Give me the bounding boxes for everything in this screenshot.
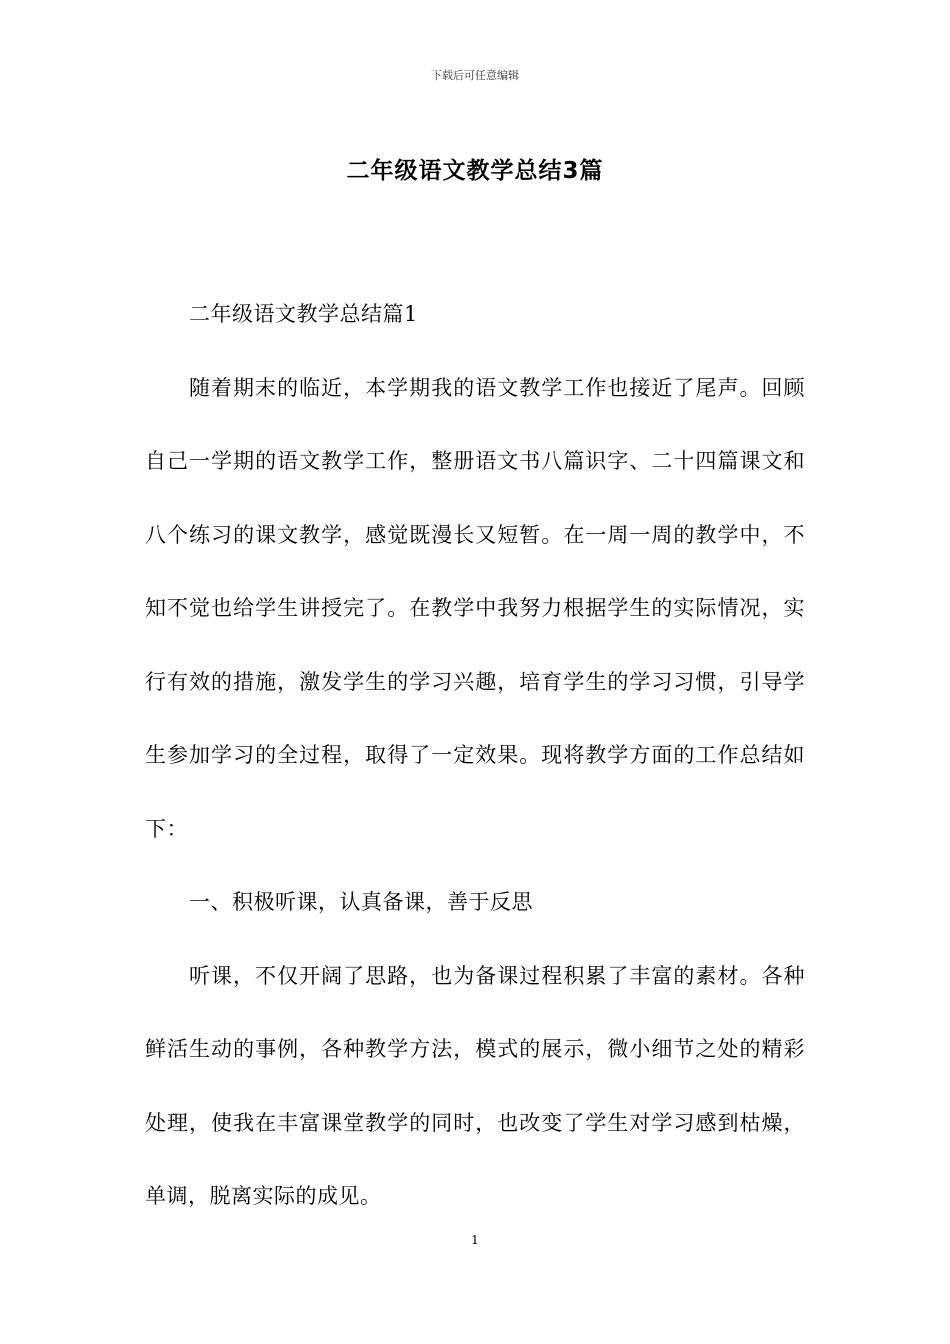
document-title: 二年级语文教学总结3篇 xyxy=(346,158,604,184)
body-paragraph: 随着期末的临近，本学期我的语文教学工作也接近了尾声。回顾自己一学期的语文教学工作，整册语文书八篇识字、二十四篇课文和八个练习的课文教学，感觉既漫长又短暂。在一周一周的教学中，不知不觉也给学生讲授完了。在教学中我努力根据学生的实际情况，实行有效的措施，激发学生的学习兴趣，培育学生的学习习惯，引导学生参加学习的全过程，取得了一定效果。现将教学方面的工作总结如下： xyxy=(145,375,805,841)
section-heading: 二年级语文教学总结篇1 xyxy=(189,302,418,326)
document-body xyxy=(145,278,805,1234)
page-number: 1 xyxy=(471,1233,479,1247)
section-heading: 一、积极听课，认真备课，善于反思 xyxy=(189,890,533,914)
header-note: 下载后可任意编辑 xyxy=(431,69,519,82)
body-paragraph: 听课，不仅开阔了思路，也为备课过程积累了丰富的素材。各种鲜活生动的事例，各种教学方法，模式的展示，微小细节之处的精彩处理，使我在丰富课堂教学的同时，也改变了学生对学习感到枯燥，单调，脱离实际的成见。 xyxy=(145,963,805,1208)
